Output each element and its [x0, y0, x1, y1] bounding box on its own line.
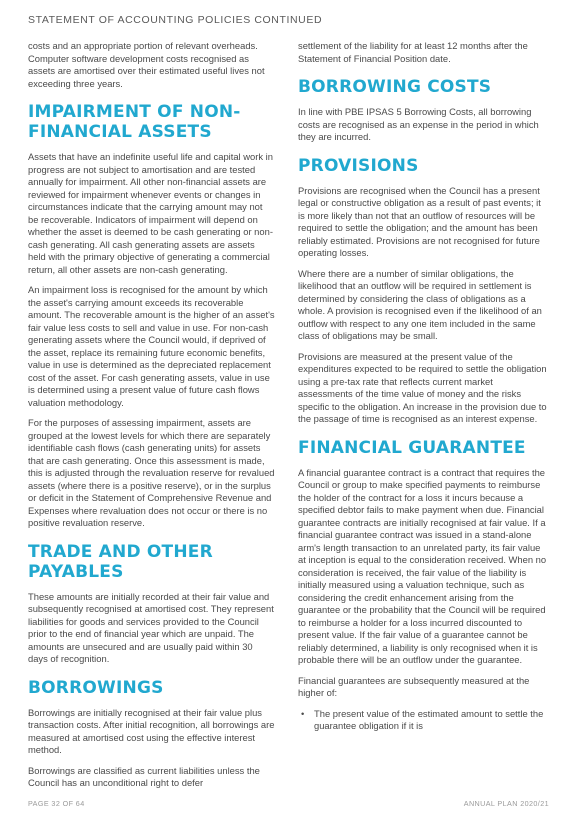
borrowings-heading: BORROWINGS	[28, 677, 164, 698]
trade-payables-heading: TRADE AND OTHER PAYABLES	[28, 541, 213, 582]
intro-paragraph: costs and an appropriate portion of relevant overheads. Computer software development costs recognised as assets are amortised over their estimated useful lives not exceeding three years.	[28, 40, 265, 89]
impairment-paragraph-2: An impairment loss is recognised for the amount by which the asset's carrying amount exceeds its recoverable amount. The recoverable amount is the higher of an asset's fair value less costs to sell and value in use. For non-cash generating assets where the Council would, if deprived of the asset, replace its remaining future economic benefits, value in use is determined as the depreciated replacement cost of the asset. For cash generating assets, value in use is determined using a present value of future cash flows valuation methodology.	[28, 284, 275, 408]
provisions-heading: PROVISIONS	[298, 155, 419, 176]
guarantee-bullet-list	[298, 708, 550, 733]
list-item: • The present value of the estimated amount to settle the guarantee obligation if it is	[314, 708, 550, 733]
document-title: ANNUAL PLAN 2020/21	[463, 799, 549, 808]
page-header: STATEMENT OF ACCOUNTING POLICIES CONTINUED	[28, 14, 323, 26]
page-number: PAGE 32 OF 64	[28, 799, 85, 808]
left-column	[28, 40, 275, 798]
impairment-paragraph-1: Assets that have an indefinite useful life and capital work in progress are not subject to amortisation and are tested annually for impairment. All other non-financial assets are reviewed for impairment whenever events or changes in circumstances indicate that the carrying amount may not be recoverable. Indicators of impairment will depend on whether the asset is deemed to be cash generating or non-cash generating. All cash generating assets are assets held with the primary objective of generating a commercial return, all other assets are non-cash generating.	[28, 151, 273, 275]
financial-guarantee-paragraph-2: Financial guarantees are subsequently measured at the higher of:	[298, 674, 530, 698]
borrowing-costs-heading: BORROWING COSTS	[298, 77, 492, 97]
financial-guarantee-heading: FINANCIAL GUARANTEE	[298, 437, 526, 458]
provisions-paragraph-1: Provisions are recognised when the Council has a present legal or constructive obligation as a result of past events; it is more likely than not that an outflow of resources will be required to settle the obligation; and the amount has been reliably estimated. Provisions are not recognised for future operating losses.	[298, 184, 541, 258]
impairment-heading: IMPAIRMENT OF NON-FINANCIAL ASSETS	[28, 102, 241, 142]
borrowings-paragraph-2: Borrowings are classified as current liabilities unless the Council has an unconditional right to defer	[28, 764, 260, 788]
borrowings-paragraph-1: Borrowings are initially recognised at their fair value plus transaction costs. After initial recognition, all borrowings are measured at amortised cost using the effective interest method.	[28, 706, 275, 755]
right-column	[298, 40, 550, 733]
financial-guarantee-paragraph-1: A financial guarantee contract is a contract that requires the Council or group to make specified payments to reimburse the holder of the contract for a loss it incurs because a specified debtor fails to make payment when due. Financial guarantee contracts are initially recognised at fair value. If a financial guarantee contract was issued in a stand-alone arm's length transaction to an unrelated party, its fair value at inception is equal to the consideration received. When no consideration is received, the fair value of the liability is initially measured using a valuation technique, such as considering the credit enhancement arising from the guarantee or the probability that the Council will be required to reimburse a holder for a loss incurred discounted to present value. If the fair value of a guarantee cannot be reliably determined, a liability is only recognised when it is probable there will be an outflow under the guarantee.	[298, 466, 547, 665]
continuation-paragraph: settlement of the liability for at least 12 months after the Statement of Financial Position date.	[298, 40, 528, 64]
provisions-paragraph-3: Provisions are measured at the present value of the expenditures expected to be required to settle the obligation using a pre-tax rate that reflects current market assessments of the time value of money and the risks specific to the obligation. An increase in the provision due to the passage of time is recognised as an interest expense.	[298, 350, 547, 424]
borrowing-costs-paragraph: In line with PBE IPSAS 5 Borrowing Costs, all borrowing costs are recognised as an expense in the period in which they are incurred.	[298, 106, 539, 142]
impairment-paragraph-3: For the purposes of assessing impairment, assets are grouped at the lowest levels for which there are separately identifiable cash flows (cash generating units) for assets that are cash generating. Once this assessment is made, this is adjusted through the revaluation reserve for revalued assets (where there is a positive reserve), or in the surplus or deficit in the Statement of Comprehensive Revenue and Expenses where revaluation does not occur or there is no positive revaluation reserve.	[28, 417, 275, 528]
provisions-paragraph-2: Where there are a number of similar obligations, the likelihood that an outflow will be required in settlement is determined by considering the class of obligations as a whole. A provision is recognised even if the likelihood of an outflow with respect to any one item included in the same class of obligations may be small.	[298, 267, 542, 341]
trade-payables-paragraph: These amounts are initially recorded at their fair value and subsequently recognised at amortised cost. They represent liabilities for goods and services provided to the Council prior to the end of financial year which are unpaid. The amounts are unsecured and are usually paid within 30 days of recognition.	[28, 590, 274, 664]
